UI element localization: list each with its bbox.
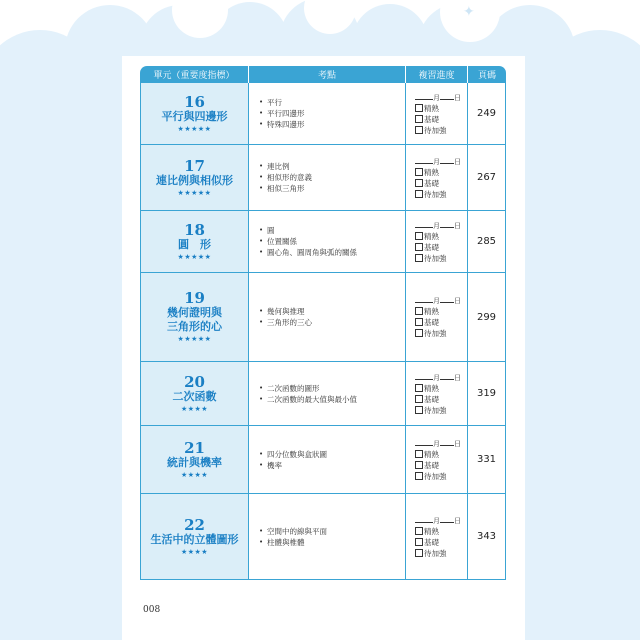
unit-cell <box>140 426 249 494</box>
page-number: 008 <box>143 605 161 615</box>
month-label: 月 <box>433 157 440 166</box>
unit-number: 22 <box>184 515 205 534</box>
review-option[interactable] <box>415 317 467 328</box>
points-list <box>249 306 405 328</box>
checkbox-icon[interactable] <box>415 461 423 469</box>
review-option-label: 精熟 <box>424 449 439 459</box>
checkbox-icon[interactable] <box>415 472 423 480</box>
points-list <box>249 449 405 471</box>
point-item: • 圓 <box>259 225 405 236</box>
review-option[interactable] <box>415 125 467 136</box>
review-option[interactable] <box>415 189 467 200</box>
importance-stars: ★★★★ <box>180 404 209 413</box>
unit-title: 三角形的心 <box>167 320 222 333</box>
checkbox-icon[interactable] <box>415 104 423 112</box>
review-option[interactable] <box>415 460 467 471</box>
unit-number: 20 <box>184 372 205 391</box>
checkbox-icon[interactable] <box>415 406 423 414</box>
point-item: • 二次函數的最大值與最小值 <box>259 394 405 405</box>
review-cell <box>406 426 468 494</box>
page-cell: 267 <box>468 145 506 211</box>
date-line <box>415 372 467 383</box>
unit-title: 二次函數 <box>172 389 217 403</box>
point-item: • 相似形的意義 <box>259 172 405 183</box>
point-item: • 特殊四邊形 <box>259 119 405 130</box>
review-option-label: 基礎 <box>424 318 439 327</box>
month-label: 月 <box>433 221 440 230</box>
review-option-label: 精熟 <box>424 307 439 316</box>
date-line <box>415 515 467 526</box>
review-option-label: 待加強 <box>424 253 447 263</box>
unit-title: 圓 形 <box>178 237 211 251</box>
points-cell <box>249 273 406 362</box>
review-option[interactable] <box>415 537 467 548</box>
importance-stars: ★★★★ <box>180 470 209 479</box>
unit-number: 21 <box>184 438 205 457</box>
points-list <box>249 161 405 194</box>
review-option[interactable] <box>415 383 467 394</box>
day-label: 日 <box>454 157 461 166</box>
star-icon: ✦ <box>463 4 475 20</box>
month-blank <box>415 220 433 228</box>
checkbox-icon[interactable] <box>415 318 423 326</box>
checkbox-icon[interactable] <box>415 384 423 392</box>
day-blank <box>440 372 454 380</box>
points-cell <box>249 145 406 211</box>
month-label: 月 <box>433 93 440 102</box>
checkbox-icon[interactable] <box>415 307 423 315</box>
month-blank <box>415 438 433 446</box>
checkbox-icon[interactable] <box>415 126 423 134</box>
day-label: 日 <box>454 373 461 382</box>
review-option[interactable] <box>415 548 467 559</box>
review-option-label: 待加強 <box>424 329 447 338</box>
point-item: • 機率 <box>259 460 405 471</box>
unit-title: 幾何證明與 <box>167 306 222 319</box>
table-row <box>140 494 506 580</box>
day-blank <box>440 295 454 303</box>
page-cell: 331 <box>468 426 506 494</box>
point-item: • 空間中的線與平面 <box>259 526 405 537</box>
review-option-label: 待加強 <box>424 189 447 199</box>
date-line <box>415 295 467 306</box>
checkbox-icon[interactable] <box>415 527 423 535</box>
importance-stars: ★★★★ <box>180 547 209 556</box>
points-cell <box>249 362 406 426</box>
table-row <box>140 211 506 273</box>
month-blank <box>415 92 433 100</box>
checkbox-icon[interactable] <box>415 168 423 176</box>
unit-title: 生活中的立體圖形 <box>150 532 239 546</box>
table-row <box>140 426 506 494</box>
review-cell <box>406 211 468 273</box>
unit-cell <box>140 494 249 580</box>
day-blank <box>440 92 454 100</box>
point-item: • 四分位數與盒狀圖 <box>259 449 405 460</box>
table-row <box>140 145 506 211</box>
table-body <box>140 83 506 580</box>
month-label: 月 <box>433 373 440 382</box>
review-option[interactable] <box>415 328 467 339</box>
contents-table <box>140 66 506 580</box>
table-row <box>140 273 506 362</box>
page-cell: 319 <box>468 362 506 426</box>
date-line <box>415 92 467 103</box>
page-cell: 343 <box>468 494 506 580</box>
day-label: 日 <box>454 93 461 102</box>
unit-title: 平行與四邊形 <box>161 109 228 123</box>
unit-cell <box>140 362 249 426</box>
points-cell <box>249 494 406 580</box>
unit-cell <box>140 145 249 211</box>
review-option[interactable] <box>415 231 467 242</box>
table-row <box>140 83 506 145</box>
day-label: 日 <box>454 439 461 448</box>
review-cell <box>406 273 468 362</box>
point-item: • 幾何與推理 <box>259 306 405 317</box>
month-blank <box>415 156 433 164</box>
review-cell <box>406 494 468 580</box>
header-review: 複習進度 <box>406 66 468 83</box>
point-item: • 圓心角、圓周角與弧的關係 <box>259 247 405 258</box>
review-option-label: 基礎 <box>424 114 439 124</box>
checkbox-icon[interactable] <box>415 538 423 546</box>
review-option[interactable] <box>415 394 467 405</box>
unit-title: 統計與機率 <box>167 455 222 469</box>
checkbox-icon[interactable] <box>415 254 423 262</box>
review-cell <box>406 145 468 211</box>
review-cell <box>406 362 468 426</box>
unit-cell <box>140 83 249 145</box>
checkbox-icon[interactable] <box>415 450 423 458</box>
points-cell <box>249 211 406 273</box>
review-option[interactable] <box>415 306 467 317</box>
importance-stars: ★★★★★ <box>177 335 212 343</box>
point-item: • 柱體與椎體 <box>259 537 405 548</box>
review-option[interactable] <box>415 405 467 416</box>
unit-number: 18 <box>184 220 205 239</box>
review-cell <box>406 83 468 145</box>
unit-number: 19 <box>184 289 205 307</box>
header-points: 考點 <box>249 66 406 83</box>
review-option-label: 基礎 <box>424 178 439 188</box>
review-option-label: 基礎 <box>424 394 439 404</box>
point-item: • 平行四邊形 <box>259 108 405 119</box>
day-blank <box>440 220 454 228</box>
review-option[interactable] <box>415 167 467 178</box>
date-line <box>415 438 467 449</box>
checkbox-icon[interactable] <box>415 243 423 251</box>
date-line <box>415 156 467 167</box>
importance-stars: ★★★★★ <box>177 124 212 133</box>
review-option[interactable] <box>415 242 467 253</box>
header-unit: 單元（重要度指標） <box>140 66 249 83</box>
review-option-label: 基礎 <box>424 537 439 547</box>
review-option-label: 精熟 <box>424 103 439 113</box>
points-list <box>249 97 405 130</box>
page-cell: 285 <box>468 211 506 273</box>
review-option[interactable] <box>415 471 467 482</box>
point-item: • 相似三角形 <box>259 183 405 194</box>
day-blank <box>440 156 454 164</box>
checkbox-icon[interactable] <box>415 190 423 198</box>
date-line <box>415 220 467 231</box>
point-item: • 位置關係 <box>259 236 405 247</box>
day-blank <box>440 438 454 446</box>
review-option[interactable] <box>415 178 467 189</box>
review-option-label: 待加強 <box>424 405 447 415</box>
point-item: • 二次函數的圖形 <box>259 383 405 394</box>
review-option-label: 基礎 <box>424 460 439 470</box>
point-item: • 平行 <box>259 97 405 108</box>
points-list <box>249 383 405 405</box>
month-blank <box>415 295 433 303</box>
checkbox-icon[interactable] <box>415 179 423 187</box>
importance-stars: ★★★★★ <box>177 252 212 261</box>
checkbox-icon[interactable] <box>415 329 423 337</box>
month-blank <box>415 372 433 380</box>
table-header-row <box>140 66 506 83</box>
day-blank <box>440 515 454 523</box>
day-label: 日 <box>454 516 461 525</box>
unit-number: 16 <box>184 92 205 111</box>
point-item: • 三角形的三心 <box>259 317 405 328</box>
review-option[interactable] <box>415 526 467 537</box>
review-option-label: 精熟 <box>424 231 439 241</box>
point-item: • 連比例 <box>259 161 405 172</box>
review-option-label: 精熟 <box>424 167 439 177</box>
review-option-label: 精熟 <box>424 526 439 536</box>
day-label: 日 <box>454 297 461 305</box>
month-label: 月 <box>433 439 440 448</box>
review-option[interactable] <box>415 253 467 264</box>
checkbox-icon[interactable] <box>415 115 423 123</box>
review-option-label: 待加強 <box>424 125 447 135</box>
points-list <box>249 526 405 548</box>
day-label: 日 <box>454 221 461 230</box>
review-option-label: 精熟 <box>424 383 439 393</box>
review-option-label: 待加強 <box>424 471 447 481</box>
month-label: 月 <box>433 516 440 525</box>
header-page: 頁碼 <box>468 66 506 83</box>
unit-title: 連比例與相似形 <box>156 173 233 187</box>
month-label: 月 <box>433 297 440 305</box>
table-row <box>140 362 506 426</box>
unit-number: 17 <box>184 156 205 175</box>
page-cell: 299 <box>468 273 506 362</box>
review-option[interactable] <box>415 449 467 460</box>
points-list <box>249 225 405 258</box>
checkbox-icon[interactable] <box>415 549 423 557</box>
unit-cell <box>140 273 249 362</box>
review-option-label: 待加強 <box>424 548 447 558</box>
points-cell <box>249 426 406 494</box>
review-option[interactable] <box>415 114 467 125</box>
checkbox-icon[interactable] <box>415 232 423 240</box>
unit-cell <box>140 211 249 273</box>
review-option-label: 基礎 <box>424 242 439 252</box>
review-option[interactable] <box>415 103 467 114</box>
month-blank <box>415 515 433 523</box>
importance-stars: ★★★★★ <box>177 188 212 197</box>
page-cell: 249 <box>468 83 506 145</box>
checkbox-icon[interactable] <box>415 395 423 403</box>
points-cell <box>249 83 406 145</box>
